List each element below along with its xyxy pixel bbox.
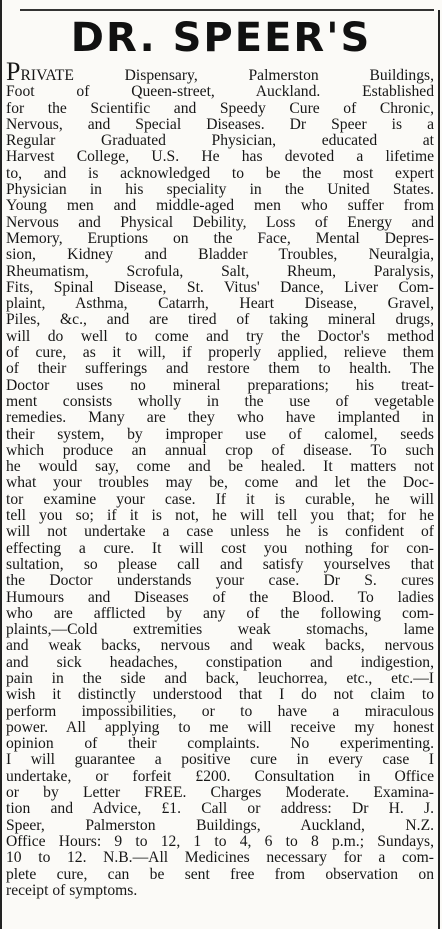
- text-line: tell you so; if it is not, he will tell you that; for he: [6, 507, 434, 525]
- right-border-rule: [438, 10, 440, 929]
- text-line: Harvest College, U.S. He has devoted a lifetime: [6, 148, 434, 166]
- text-line: Fits, Spinal Disease, St. Vitus' Dance, Liver Com-: [6, 278, 434, 296]
- text-line: of their sufferings and restore them to health. The: [6, 360, 434, 378]
- text-line: Physician in his speciality in the United States.: [6, 181, 434, 199]
- text-line: receipt of symptoms.: [6, 881, 138, 899]
- text-line-content: RIVATE Dispensary, Palmerston Buildings,: [20, 67, 434, 84]
- text-line: for the Scientific and Speedy Cure of Chronic,: [6, 99, 434, 117]
- text-line: perform impossibilities, or to have a miraculous: [6, 702, 434, 720]
- text-line: opinion of their complaints. No experimenting.: [6, 735, 434, 753]
- text-line: plete cure, can be sent free from observation on: [6, 865, 434, 883]
- text-line: tor examine your case. If it is curable, he will: [6, 490, 434, 508]
- text-line: plaints,—Cold extremities weak stomachs, lame: [6, 621, 434, 639]
- text-line: Humours and Diseases of the Blood. To ladies: [6, 588, 434, 606]
- text-line: [6, 57, 434, 86]
- text-line: their system, by improper use of calomel, seeds: [6, 425, 434, 443]
- text-line: wish it distinctly understood that I do not claim to: [6, 686, 434, 704]
- text-line: to, and is acknowledged to be the most expert: [6, 164, 434, 182]
- top-border-rule: [20, 9, 434, 11]
- text-line: what your troubles may be, come and let the Doc-: [6, 474, 434, 492]
- text-line: Office Hours: 9 to 12, 1 to 4, 6 to 8 p.m.; Sundays,: [6, 832, 434, 850]
- text-line: of cure, as it will, if properly applied, relieve them: [6, 344, 434, 362]
- text-line: Foot of Queen-street, Auckland. Established: [6, 83, 434, 101]
- text-line: Young men and middle-aged men who suffer from: [6, 197, 434, 215]
- text-line: Regular Graduated Physician, educated at: [6, 132, 434, 150]
- text-line: will do well to come and try the Doctor's method: [6, 327, 434, 345]
- text-line: Memory, Eruptions on the Face, Mental Depres-: [6, 229, 434, 247]
- text-line: Nervous, and Special Diseases. Dr Speer is a: [6, 115, 434, 133]
- text-line: he would say, come and be healed. It matters not: [6, 458, 434, 476]
- text-line: who are afflicted by any of the following com-: [6, 604, 434, 622]
- text-line: or by Letter FREE. Charges Moderate. Examina-: [6, 784, 434, 802]
- text-line: Speer, Palmerston Buildings, Auckland, N.Z.: [6, 816, 434, 834]
- text-line: 10 to 12. N.B.—All Medicines necessary for a com-: [6, 849, 434, 867]
- text-line: undertake, or forfeit £200. Consultation in Office: [6, 767, 434, 785]
- text-line: power. All applying to me will receive my honest: [6, 718, 434, 736]
- text-line: will not undertake a case unless he is confident of: [6, 523, 434, 541]
- text-line: Doctor uses no mineral preparations; his treat-: [6, 376, 434, 394]
- left-border-rule: [0, 0, 2, 929]
- text-line: pain in the side and back, leuchorrea, etc., etc.—I: [6, 669, 434, 687]
- text-line: which produce an annual crop of disease. To such: [6, 441, 434, 459]
- text-line: and weak backs, nervous and weak backs, nervous: [6, 637, 434, 655]
- text-line: I will guarantee a positive cure in every case I: [6, 751, 434, 769]
- text-line: and sick headaches, constipation and indigestion,: [6, 653, 434, 671]
- advertisement-headline: DR. SPEER'S: [70, 15, 372, 61]
- text-line: the Doctor understands your case. Dr S. cures: [6, 572, 434, 590]
- text-line: effecting a cure. It will cost you nothing for con-: [6, 539, 434, 557]
- text-line: Rheumatism, Scrofula, Salt, Rheum, Paralysis,: [6, 262, 434, 280]
- text-line: sultation, so please call and satisfy yourselves that: [6, 555, 434, 573]
- text-line: plaint, Asthma, Catarrh, Heart Disease, Gravel,: [6, 295, 434, 313]
- text-line: sion, Kidney and Bladder Troubles, Neuralgia,: [6, 246, 434, 264]
- advertisement-body: [6, 57, 434, 899]
- text-line: Nervous and Physical Debility, Loss of Energy and: [6, 213, 434, 231]
- drop-cap-letter: P: [6, 57, 21, 86]
- text-line: tion and Advice, £1. Call or address: Dr H. J.: [6, 800, 434, 818]
- text-line: ment consists wholly in the use of vegetable: [6, 392, 434, 410]
- text-line: Piles, &c., and are tired of taking mineral drugs,: [6, 311, 434, 329]
- text-line: remedies. Many are they who have implanted in: [6, 409, 434, 427]
